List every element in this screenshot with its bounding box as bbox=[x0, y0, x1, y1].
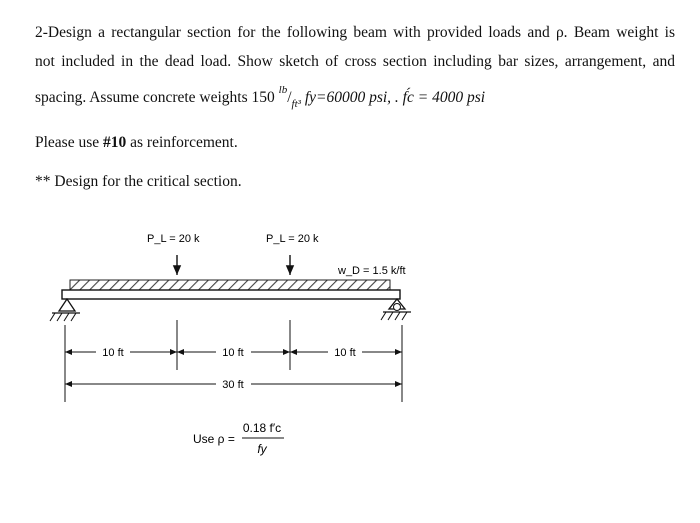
note1-post: as reinforcement. bbox=[126, 134, 238, 151]
rho-label: Use ρ = bbox=[193, 432, 235, 446]
point-load-label-2: P_L = 20 k bbox=[266, 233, 319, 245]
unit-denominator: ft³ bbox=[291, 98, 301, 110]
span-dimension-1 bbox=[65, 347, 177, 359]
right-support-roller bbox=[381, 299, 411, 320]
problem-line-3: spacing. Assume concrete weights 150 $^{lb}/_{ft^3}$ fy=60000 psi, . f́c = 4000 psi bbox=[35, 84, 486, 110]
critical-section-note: ** Design for the critical section. bbox=[35, 173, 242, 190]
rho-numerator: 0.18 f′c bbox=[242, 421, 282, 435]
concrete-weight-text: spacing. Assume concrete weights 150 bbox=[35, 89, 275, 106]
bar-size: #10 bbox=[103, 134, 127, 151]
point-load-label-1: P_L = 20 k bbox=[147, 233, 200, 245]
unit-numerator: lb bbox=[278, 84, 288, 96]
rho-denominator: fy bbox=[257, 442, 267, 456]
beam bbox=[62, 290, 400, 299]
left-support-pin bbox=[50, 299, 80, 321]
total-length-label: 30 ft bbox=[222, 379, 244, 391]
problem-line-1: 2-Design a rectangular section for the following beam with provided loads and ρ. Beam weight is bbox=[35, 24, 675, 41]
problem-line-2: not included in the dead load. Show sketch of cross section including bar sizes, arrangement, and bbox=[35, 53, 675, 70]
span-label-1: 10 ft bbox=[102, 347, 124, 359]
span-label-2: 10 ft bbox=[222, 347, 244, 359]
distributed-load-label: w_D = 1.5 k/ft bbox=[338, 265, 406, 277]
span-label-3: 10 ft bbox=[334, 347, 356, 359]
beam-diagram bbox=[40, 220, 420, 470]
fc-value: f́c = 4000 psi bbox=[402, 89, 486, 106]
reinforcement-note bbox=[35, 128, 675, 157]
fy-value: fy=60000 psi, . bbox=[304, 89, 399, 106]
span-dimension-2 bbox=[177, 347, 290, 359]
note1-pre: Please use bbox=[35, 134, 104, 151]
distributed-load-band bbox=[70, 280, 390, 290]
total-dimension bbox=[65, 379, 402, 391]
span-dimension-3 bbox=[290, 347, 402, 359]
problem-statement bbox=[35, 18, 675, 119]
